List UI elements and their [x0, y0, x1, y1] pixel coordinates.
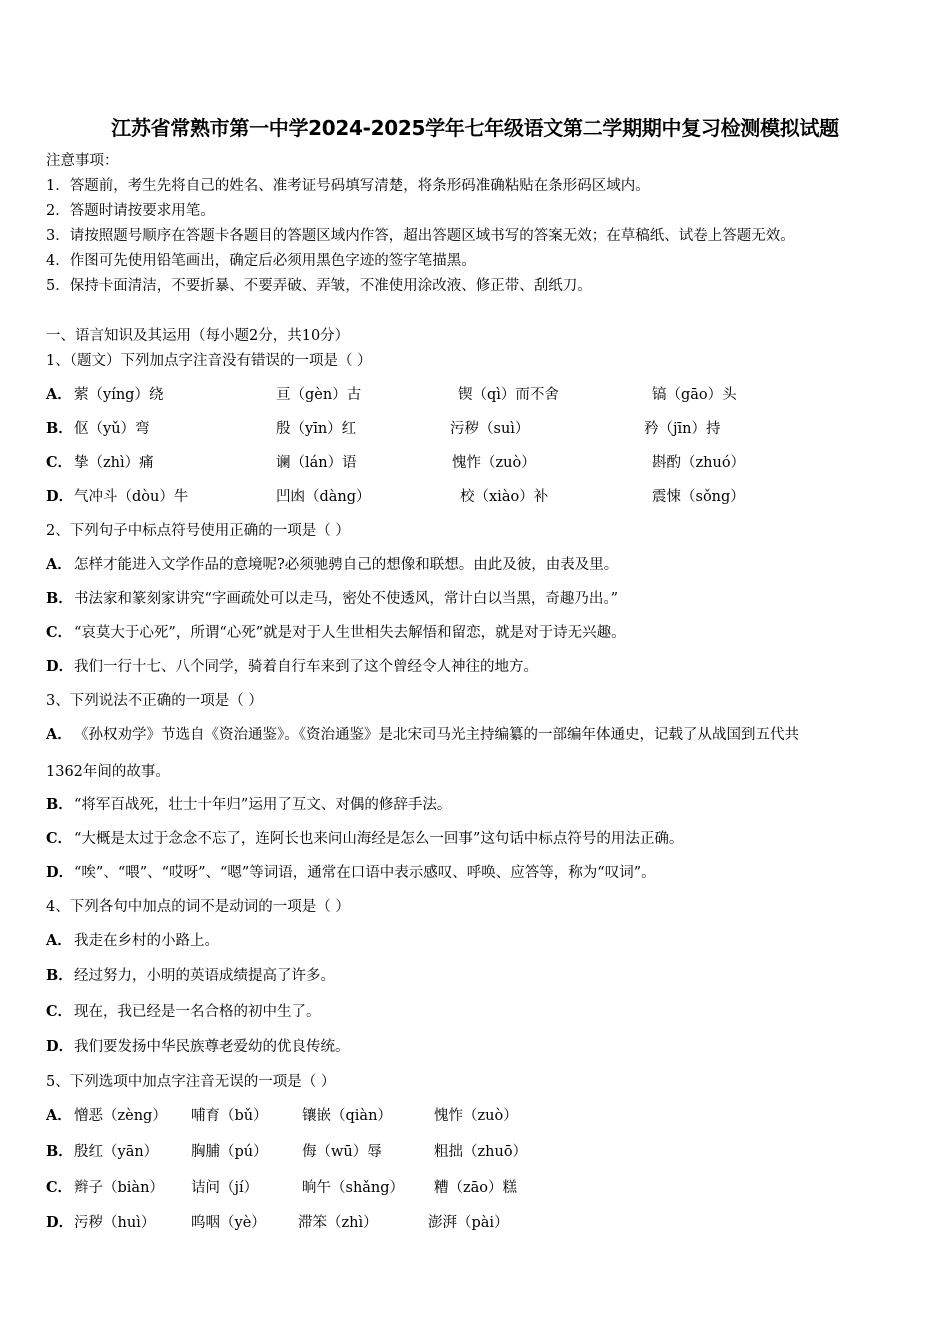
question-5-stem: 5、下列选项中加点字注音无误的一项是（ ） [46, 1074, 336, 1090]
option-cell: 哺育（bǔ） [191, 1108, 268, 1124]
option-cell: 粗拙（zhuō） [434, 1144, 528, 1160]
question-3-stem: 3、下列说法不正确的一项是（ ） [46, 693, 263, 709]
question-2-option-a: A． 怎样才能进入文学作品的意境呢?必须驰骋自己的想像和联想。由此及彼，由表及里。 [46, 556, 619, 573]
option-cell: 气冲斗（dòu）牛 [74, 489, 189, 505]
question-2-option-b: B．书法家和篆刻家讲究“字画疏处可以走马，密处不使透风，常计白以当黑，奇趣乃出。” [46, 590, 619, 607]
question-4-option-b: B．经过努力，小明的英语成绩提高了许多。 [46, 967, 335, 984]
notice-item: 3．请按照题号顺序在答题卡各题目的答题区域内作答，超出答题区域书写的答案无效；在草稿纸、试卷上答题无效。 [46, 228, 795, 244]
question-3-option-b: B．“将军百战死，壮士十年归”运用了互文、对偶的修辞手法。 [46, 796, 452, 813]
option-cell: 呜咽（yè） [191, 1215, 266, 1231]
option-cell: 污秽（huì） [74, 1215, 156, 1231]
option-cell: 诘问（jí） [191, 1180, 259, 1196]
question-2-option-c: C． “哀莫大于心死”，所谓“心死”就是对于人生世相失去解悟和留恋，就是对于诗无兴趣。 [46, 624, 626, 641]
option-label: D． [46, 488, 74, 505]
option-label: B． [46, 1143, 73, 1160]
question-5-option-a [46, 1106, 926, 1126]
option-cell: 谰（lán）语 [276, 455, 357, 471]
option-cell: 憎恶（zèng） [74, 1108, 167, 1124]
notice-item: 2．答题时请按要求用笔。 [46, 203, 215, 219]
question-5-option-d [46, 1213, 926, 1233]
option-cell: 胸脯（pú） [191, 1144, 268, 1160]
option-cell: 伛（yǔ）弯 [74, 421, 150, 437]
question-5-option-c [46, 1178, 926, 1198]
question-3-option-a: A． 《孙权劝学》节选自《资治通鉴》。《资治通鉴》是北宋司马光主持编纂的一部编年体通史，记载了从战国到五代共 [46, 726, 799, 743]
option-cell: 污秽（suì） [450, 421, 530, 437]
option-cell: 殷（yīn）红 [276, 421, 357, 437]
option-cell: 斟酌（zhuó） [652, 455, 746, 471]
question-2-option-d: D．我们一行十七、八个同学，骑着自行车来到了这个曾经令人神往的地方。 [46, 658, 538, 675]
section-heading: 一、语言知识及其运用（每小题2分，共10分） [46, 328, 350, 344]
exam-title: 江苏省常熟市第一中学2024-2025学年七年级语文第二学期期中复习检测模拟试题 [111, 116, 839, 140]
option-cell: 凹凼（dàng） [276, 489, 371, 505]
option-cell: 滞笨（zhì） [298, 1215, 378, 1231]
option-cell: 镐（gāo）头 [652, 387, 737, 403]
option-label: A． [46, 1107, 72, 1124]
question-1-option-a [46, 385, 926, 405]
question-2-stem: 2、下列句子中标点符号使用正确的一项是（ ） [46, 523, 350, 539]
option-cell: 震悚（sǒng） [652, 489, 745, 505]
option-label: C． [46, 454, 73, 471]
question-4-option-d: D．我们要发扬中华民族尊老爱幼的优良传统。 [46, 1038, 350, 1055]
question-1-option-b [46, 419, 926, 439]
option-cell: 晌午（shǎng） [302, 1180, 405, 1196]
option-label: B． [46, 420, 73, 437]
question-4-option-c: C． 现在，我已经是一名合格的初中生了。 [46, 1003, 321, 1020]
option-cell: 矜（jīn）持 [644, 421, 721, 437]
notice-item: 5．保持卡面清洁，不要折暴、不要弄破、弄皱，不准使用涂改液、修正带、刮纸刀。 [46, 278, 592, 294]
option-label: D． [46, 1214, 74, 1231]
option-cell: 辫子（biàn） [74, 1180, 164, 1196]
option-cell: 殷红（yān） [74, 1144, 159, 1160]
option-cell: 愧怍（zuò） [452, 455, 536, 471]
question-4-option-a: A． 我走在乡村的小路上。 [46, 932, 219, 949]
question-3-option-c: C． “大概是太过于念念不忘了，连阿长也来问山海经是怎么一回事”这句话中标点符号的用法正确。 [46, 830, 684, 847]
question-3-option-d: D．“唉”、“喂”、“哎呀”、“嗯”等词语，通常在口语中表示感叹、呼唤、应答等，称为“叹词”。 [46, 864, 656, 881]
option-cell: 亘（gèn）古 [276, 387, 362, 403]
option-cell: 校（xiào）补 [460, 489, 549, 505]
option-label: C． [46, 1179, 73, 1196]
option-cell: 澎湃（pài） [428, 1215, 509, 1231]
option-cell: 侮（wū）辱 [302, 1144, 382, 1160]
option-label: A． [46, 386, 72, 403]
option-cell: 镶嵌（qiàn） [302, 1108, 392, 1124]
question-1-stem: 1、（题文）下列加点字注音没有错误的一项是（ ） [46, 353, 372, 369]
question-1-option-c [46, 453, 926, 473]
question-5-option-b [46, 1142, 926, 1162]
option-cell: 愧怍（zuò） [434, 1108, 518, 1124]
notice-heading: 注意事项： [46, 153, 119, 169]
option-cell: 糟（zāo）糕 [434, 1180, 518, 1196]
question-1-option-d [46, 487, 926, 507]
option-cell: 挚（zhì）痛 [74, 455, 154, 471]
question-3-option-a-continued: 1362年间的故事。 [46, 764, 170, 780]
question-4-stem: 4、下列各句中加点的词不是动词的一项是（ ） [46, 899, 350, 915]
notice-item: 1．答题前，考生先将自己的姓名、准考证号码填写清楚，将条形码准确粘贴在条形码区域内。 [46, 178, 650, 194]
option-cell: 萦（yíng）绕 [74, 387, 164, 403]
notice-item: 4．作图可先使用铅笔画出，确定后必须用黑色字迹的签字笔描黑。 [46, 253, 476, 269]
option-cell: 锲（qì）而不舍 [458, 387, 559, 403]
